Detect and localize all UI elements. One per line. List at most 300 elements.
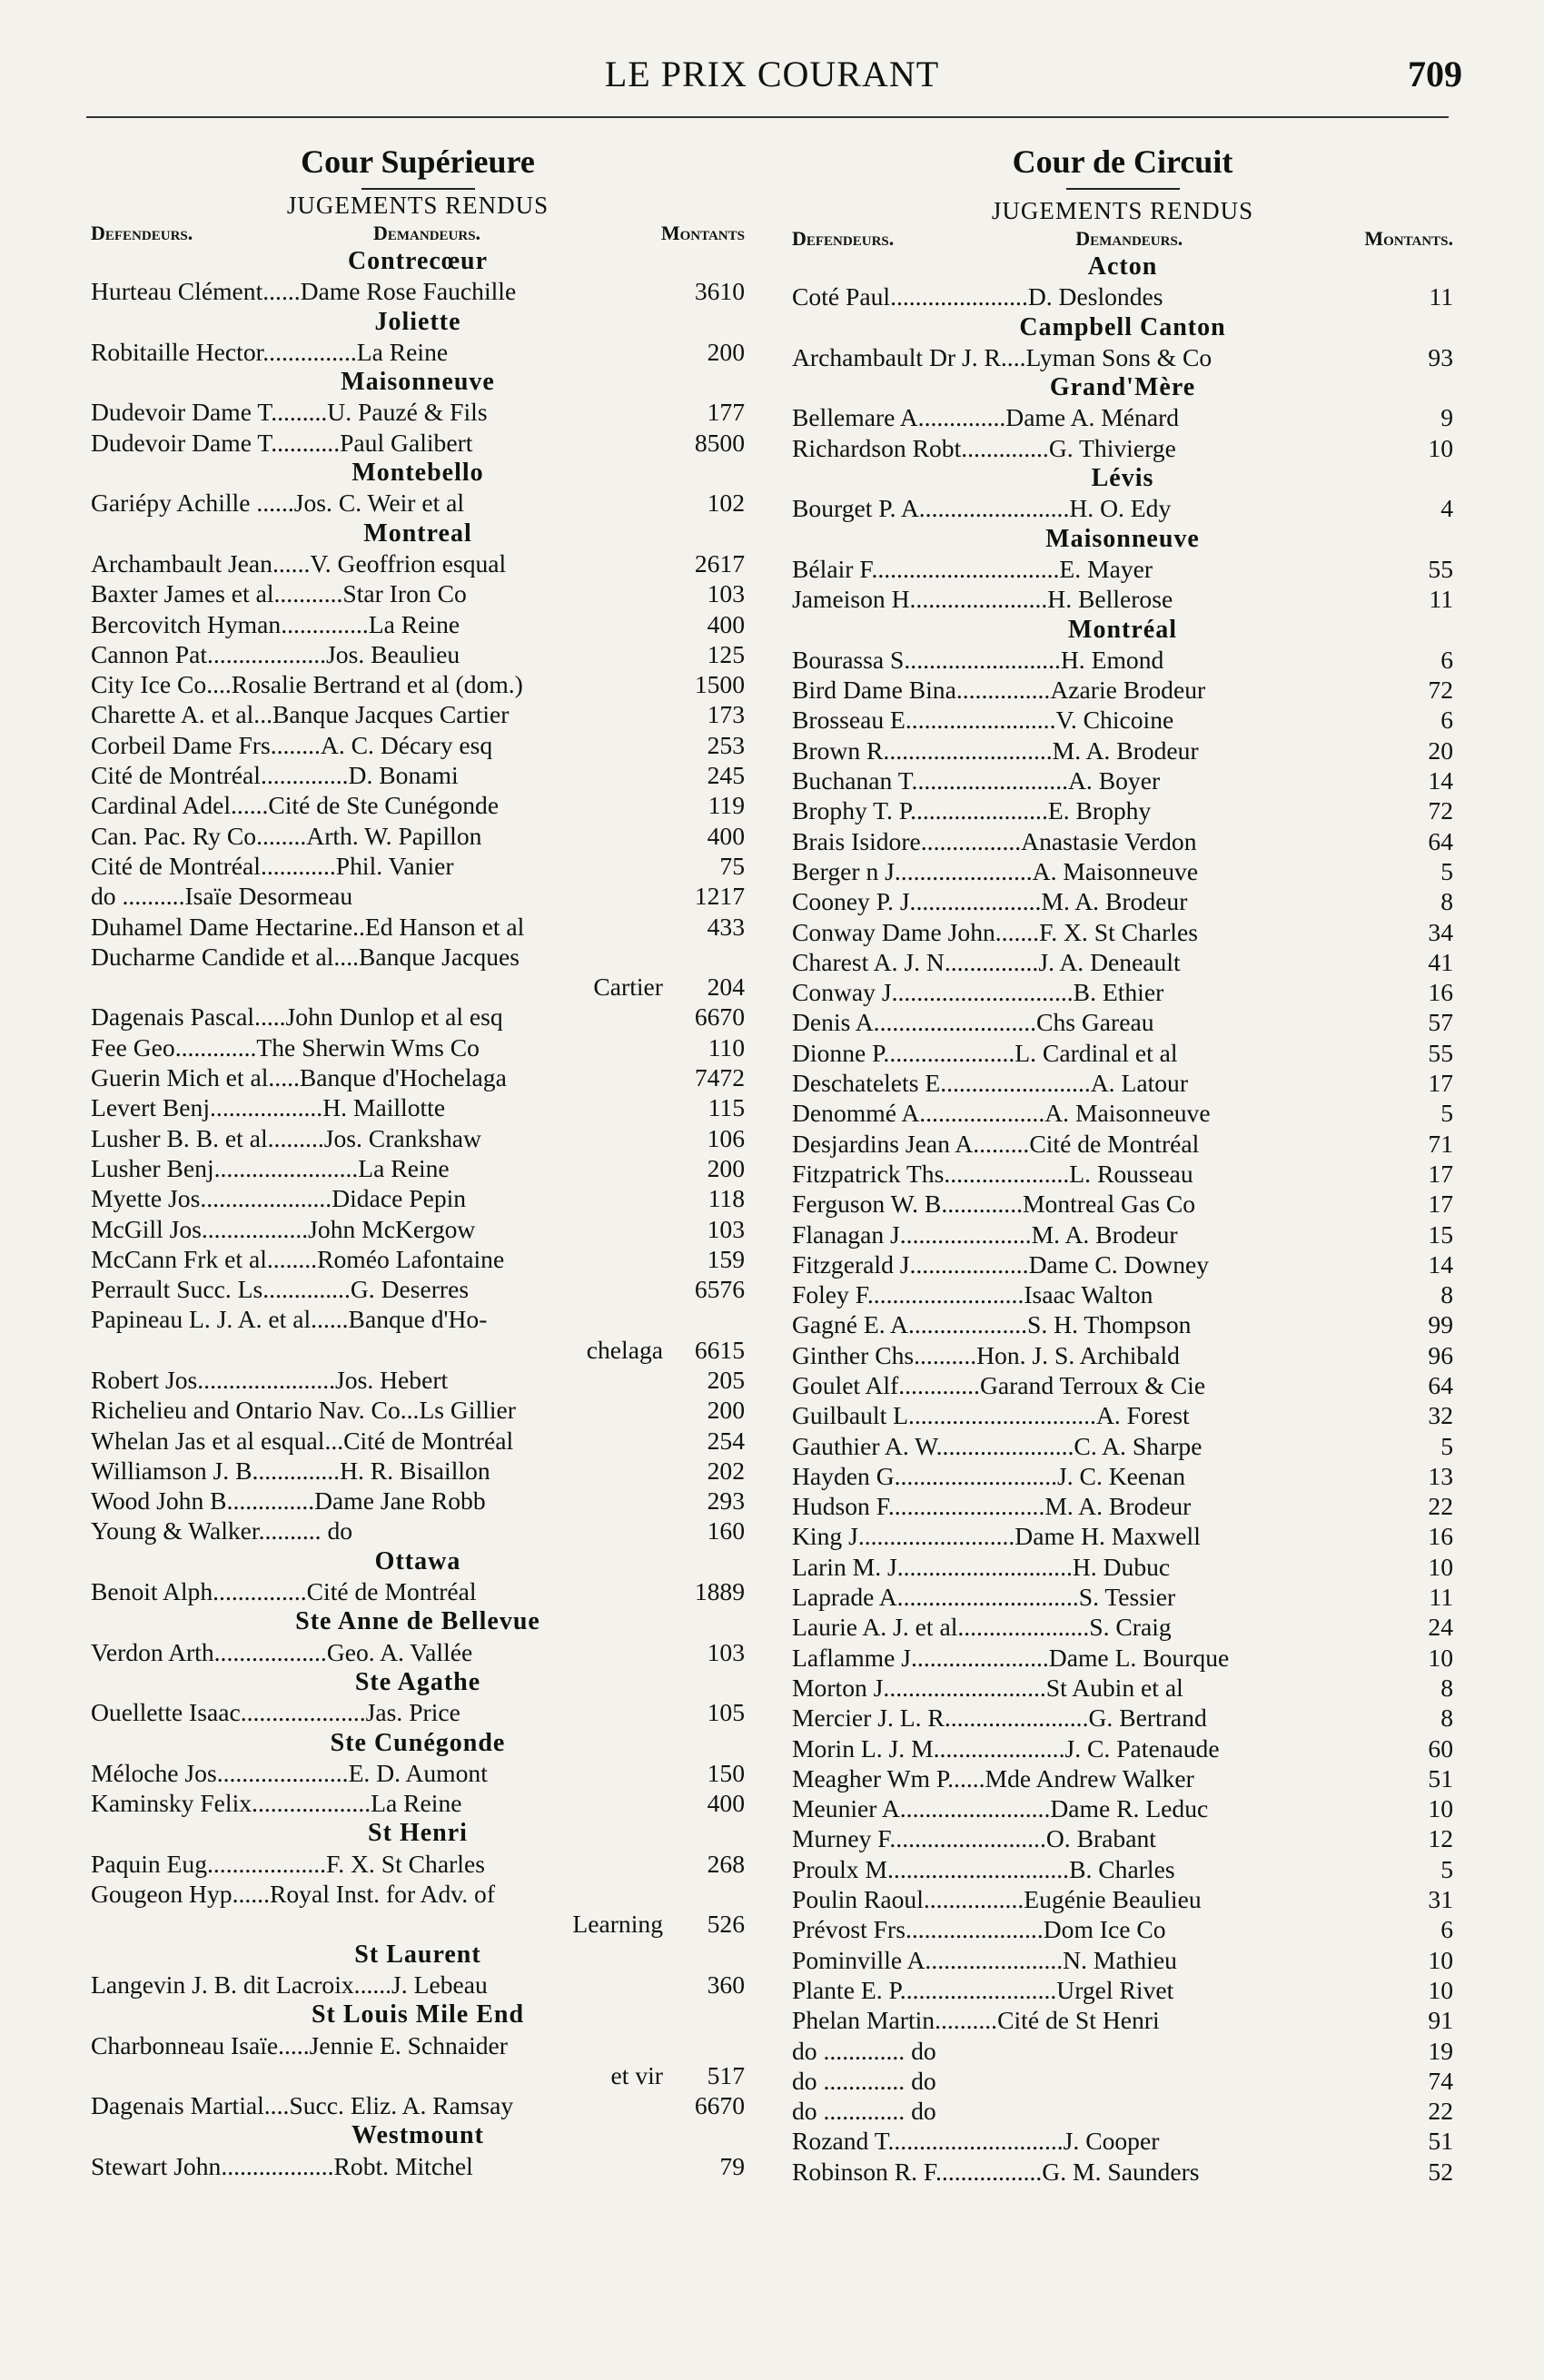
judgment-entry (91, 548, 745, 578)
entry-amount: 204 (707, 973, 745, 1002)
entry-amount: 200 (707, 1153, 745, 1182)
location-heading: Ste Agathe (354, 1667, 481, 1696)
judgment-entry (792, 1582, 1453, 1612)
header-plaintiffs: Demandeurs. (1075, 227, 1183, 250)
judgment-entry (91, 760, 745, 790)
header-defendants: Defendeurs. (792, 227, 895, 250)
judgment-entry (792, 1521, 1453, 1551)
entry-amount: 91 (1428, 2006, 1453, 2035)
entry-parties: do ............. do (792, 2066, 936, 2095)
judgment-entry (792, 2066, 1453, 2096)
entry-amount: 5 (1440, 856, 1453, 885)
entry-amount: 79 (719, 2151, 745, 2180)
entry-parties: Dudevoir Dame T.........U. Pauzé & Fils (91, 398, 488, 427)
entry-amount: 20 (1428, 736, 1453, 765)
entry-parties: Hudson F.........................M. A. Brodeur (792, 1492, 1192, 1521)
entry-parties: Pominville A......................N. Mathieu (792, 1945, 1177, 1974)
entry-parties: Guerin Mich et al.....Banque d'Hochelaga (91, 1063, 507, 1092)
entry-parties: Deschatelets E........................A. Latour (792, 1069, 1189, 1098)
entry-amount: 22 (1428, 1492, 1453, 1521)
entry-parties: Guilbault L..............................A. Forest (792, 1401, 1190, 1430)
location-heading: Joliette (374, 307, 461, 336)
judgment-entry (91, 1062, 745, 1092)
entry-amount: 517 (707, 2060, 745, 2089)
judgment-entry (91, 1395, 745, 1425)
entry-parties: Cartier (593, 973, 663, 1002)
location-heading: Montreal (363, 518, 472, 548)
entry-amount: 8 (1440, 1280, 1453, 1309)
entry-amount: 31 (1428, 1885, 1453, 1914)
judgment-entry (91, 1426, 745, 1456)
entry-amount: 74 (1428, 2066, 1453, 2095)
entry-amount: 253 (707, 730, 745, 759)
entry-amount: 103 (707, 579, 745, 608)
entry-parties: Meunier A........................Dame R. Leduc (792, 1794, 1209, 1823)
entry-parties: Conway J.............................B. Ethier (792, 978, 1164, 1007)
judgment-entry (792, 1129, 1453, 1159)
entry-parties: Buchanan T.........................A. Boyer (792, 766, 1161, 795)
entry-amount: 17 (1428, 1190, 1453, 1219)
entry-amount: 12 (1428, 1824, 1453, 1853)
judgment-entry (792, 2157, 1453, 2187)
entry-amount: 16 (1428, 978, 1453, 1007)
entry-amount: 6 (1440, 645, 1453, 674)
entry-amount: 14 (1428, 766, 1453, 795)
entry-amount: 526 (707, 1910, 745, 1939)
entry-amount: 99 (1428, 1310, 1453, 1339)
judgment-entry (792, 1400, 1453, 1430)
entry-parties: Laprade A.............................S. Tessier (792, 1583, 1176, 1612)
entry-parties: Laflamme J......................Dame L. Bourque (792, 1643, 1230, 1672)
entry-amount: 6615 (694, 1335, 745, 1364)
entry-parties: Richelieu and Ontario Nav. Co...Ls Gillier (91, 1396, 516, 1425)
entry-amount: 8 (1440, 1673, 1453, 1702)
entry-parties: Robitaille Hector...............La Reine (91, 337, 449, 366)
entry-parties: Dagenais Martial....Succ. Eliz. A. Ramsay (91, 2091, 514, 2120)
entry-parties: Levert Benj..................H. Maillotte (91, 1093, 446, 1122)
entry-amount: 200 (707, 337, 745, 366)
entry-parties: Hurteau Clément......Dame Rose Fauchille (91, 277, 517, 306)
judgment-entry (91, 397, 745, 427)
entry-amount: 10 (1428, 433, 1453, 462)
entry-parties: Paquin Eug...................F. X. St Charles (91, 1849, 485, 1878)
judgment-entry (91, 821, 745, 851)
judgment-entry (792, 493, 1453, 523)
entry-parties: Williamson J. B..............H. R. Bisaillon (91, 1456, 490, 1485)
entry-amount: 110 (708, 1032, 745, 1062)
judgment-entry (792, 1461, 1453, 1491)
header-amounts: Montants. (1364, 227, 1453, 250)
entry-amount: 1500 (694, 670, 745, 699)
judgment-entry (91, 1758, 745, 1788)
judgment-entry (91, 851, 745, 881)
entry-parties: Hayden G..........................J. C. Keenan (792, 1461, 1185, 1490)
judgment-entry (792, 1159, 1453, 1189)
location-heading: Ste Cunégonde (330, 1728, 506, 1757)
entry-amount: 60 (1428, 1733, 1453, 1763)
entry-amount: 55 (1428, 554, 1453, 583)
entry-parties: Langevin J. B. dit Lacroix......J. Lebeau (91, 1970, 488, 1999)
entry-amount: 160 (707, 1516, 745, 1546)
judgment-entry (91, 1456, 745, 1486)
location-heading: St Laurent (354, 1940, 481, 1969)
title-rule (1066, 188, 1180, 190)
entry-parties: Prévost Frs......................Dom Ice Co (792, 1915, 1166, 1944)
entry-parties: Mercier J. L. R.......................G. Bertrand (792, 1704, 1207, 1733)
entry-amount: 11 (1429, 585, 1453, 614)
entry-amount: 17 (1428, 1159, 1453, 1188)
entry-parties: Charbonneau Isaïe.....Jennie E. Schnaider (91, 2030, 508, 2059)
judgment-entry (792, 2126, 1453, 2156)
judgment-entry (792, 2036, 1453, 2066)
judgment-entry (91, 1879, 745, 1909)
entry-parties: do ..........Isaïe Desormeau (91, 882, 353, 911)
superior-court-column (91, 141, 745, 2181)
entry-parties: Wood John B..............Dame Jane Robb (91, 1486, 486, 1516)
judgment-entry (792, 886, 1453, 916)
entry-amount: 10 (1428, 1945, 1453, 1974)
judgment-entry (792, 1431, 1453, 1461)
entry-parties: Desjardins Jean A.........Cité de Montréal (792, 1129, 1200, 1158)
entry-parties: Fitzgerald J...................Dame C. Downey (792, 1249, 1210, 1279)
judgment-entry (792, 765, 1453, 795)
entry-amount: 245 (707, 761, 745, 790)
judgment-entry (792, 1249, 1453, 1279)
entry-amount: 11 (1429, 1583, 1453, 1612)
entry-parties: Gariépy Achille ......Jos. C. Weir et al (91, 489, 465, 518)
entry-amount: 105 (707, 1698, 745, 1727)
entry-amount: 10 (1428, 1794, 1453, 1823)
judgment-entry (792, 1007, 1453, 1037)
entry-parties: Dudevoir Dame T...........Paul Galibert (91, 428, 473, 457)
location-heading: St Louis Mile End (311, 2000, 525, 2029)
judgment-entry (792, 2096, 1453, 2126)
judgment-entry (792, 1340, 1453, 1370)
entry-parties: Kaminsky Felix...................La Reine (91, 1789, 462, 1818)
judgment-entry (792, 1612, 1453, 1642)
header-amounts: Montants (660, 222, 745, 244)
judgment-entry (91, 790, 745, 820)
judgment-entry (792, 1068, 1453, 1098)
judgment-entry (792, 795, 1453, 825)
entry-parties: Richardson Robt..............G. Thivierge (792, 433, 1176, 462)
entry-amount: 10 (1428, 1975, 1453, 2004)
entry-parties: Foley F.........................Isaac Walton (792, 1280, 1153, 1309)
entry-amount: 205 (707, 1365, 745, 1394)
entry-parties: Denommé A....................A. Maisonneuve (792, 1099, 1211, 1128)
entry-parties: Rozand T............................J. Cooper (792, 2127, 1160, 2156)
judgment-entry (792, 1975, 1453, 2005)
entry-amount: 102 (707, 489, 745, 518)
entry-amount: 57 (1428, 1008, 1453, 1037)
entry-amount: 19 (1428, 2036, 1453, 2065)
judgment-entry (91, 276, 745, 306)
judgment-entry (91, 1002, 745, 1032)
judgment-entry (91, 639, 745, 669)
judgment-entry (91, 881, 745, 911)
entry-amount: 14 (1428, 1249, 1453, 1279)
judgment-entry (91, 1032, 745, 1062)
entry-amount: 6 (1440, 1915, 1453, 1944)
entry-parties: Charette A. et al...Banque Jacques Cartier (91, 700, 510, 729)
entry-amount: 32 (1428, 1401, 1453, 1430)
entry-amount: 1889 (694, 1577, 745, 1606)
judgment-entry (792, 1673, 1453, 1703)
header-plaintiffs: Demandeurs. (373, 222, 481, 244)
entry-parties: Larin M. J............................H. Dubuc (792, 1552, 1171, 1581)
judgment-entry (792, 584, 1453, 614)
entry-parties: Gauthier A. W......................C. A. Sharpe (792, 1431, 1203, 1460)
entry-amount: 8 (1440, 1704, 1453, 1733)
entry-amount: 75 (719, 851, 745, 880)
entry-parties: Cité de Montréal..............D. Bonami (91, 761, 459, 790)
entry-parties: Jameison H......................H. Bellerose (792, 585, 1173, 614)
entry-parties: Bourassa S.........................H. Emond (792, 645, 1164, 674)
entry-parties: Charest A. J. N...............J. A. Deneault (792, 947, 1181, 976)
judgment-entry (792, 705, 1453, 735)
judgment-entry (792, 1279, 1453, 1309)
judgment-entry (792, 2005, 1453, 2035)
entry-amount: 10 (1428, 1552, 1453, 1581)
entry-parties: Bird Dame Bina...............Azarie Brodeur (792, 676, 1206, 705)
entry-parties: Ducharme Candide et al....Banque Jacques (91, 942, 520, 971)
entry-amount: 400 (707, 821, 745, 850)
entry-parties: Bercovitch Hyman..............La Reine (91, 609, 460, 638)
location-heading: Ste Anne de Bellevue (295, 1607, 540, 1636)
entry-amount: 55 (1428, 1038, 1453, 1067)
entry-amount: 202 (707, 1456, 745, 1485)
judgment-entry (792, 1189, 1453, 1219)
entry-parties: Laurie A. J. et al.....................S. Craig (792, 1613, 1172, 1642)
judgment-entry (91, 1970, 745, 2000)
judgment-entry (91, 1123, 745, 1153)
judgment-entry (792, 1884, 1453, 1914)
judgments-subtitle: JUGEMENTS RENDUS (286, 192, 549, 219)
entry-parties: Morton J..........................St Aubin et al (792, 1673, 1183, 1702)
entry-parties: Baxter James et al...........Star Iron Co (91, 579, 467, 608)
entry-parties: Flanagan J.....................M. A. Brodeur (792, 1220, 1178, 1249)
entry-parties: Berger n J......................A. Maisonneuve (792, 856, 1199, 885)
entry-parties: Phelan Martin..........Cité de St Henri (792, 2006, 1160, 2035)
entry-amount: 93 (1428, 342, 1453, 371)
entry-parties: Fee Geo.............The Sherwin Wms Co (91, 1032, 480, 1062)
judgment-entry (91, 912, 745, 942)
entry-parties: King J.........................Dame H. Maxwell (792, 1522, 1201, 1551)
entry-amount: 72 (1428, 796, 1453, 825)
judgment-entry (792, 554, 1453, 584)
entry-amount: 64 (1428, 1370, 1453, 1399)
circuit-court-column (792, 141, 1453, 2187)
entry-amount: 3610 (694, 277, 745, 306)
entry-amount: 118 (708, 1184, 745, 1213)
location-heading: Ottawa (374, 1546, 461, 1575)
entry-parties: Myette Jos.....................Didace Pepin (91, 1184, 467, 1213)
entry-amount: 254 (707, 1426, 745, 1455)
entry-parties: City Ice Co....Rosalie Bertrand et al (dom.) (91, 670, 523, 699)
entry-parties: Conway Dame John.......F. X. St Charles (792, 917, 1198, 946)
entry-amount: 71 (1428, 1129, 1453, 1158)
judgment-entry (91, 699, 745, 729)
entry-amount: 64 (1428, 826, 1453, 855)
entry-amount: 51 (1428, 2127, 1453, 2156)
entry-amount: 125 (707, 639, 745, 668)
location-heading: Contrecœur (347, 247, 489, 275)
entry-amount: 268 (707, 1849, 745, 1878)
location-heading: Maisonneuve (1045, 524, 1200, 553)
entry-parties: do ............. do (792, 2036, 936, 2065)
judgment-entry (91, 942, 745, 972)
judgments-subtitle: JUGEMENTS RENDUS (991, 197, 1254, 224)
judgment-entry (91, 2060, 745, 2090)
judgment-entry (91, 2090, 745, 2120)
entry-parties: chelaga (586, 1335, 663, 1364)
entry-amount: 17 (1428, 1069, 1453, 1098)
judgment-entry (792, 1038, 1453, 1068)
judgment-entry (91, 1788, 745, 1818)
entry-parties: Dagenais Pascal.....John Dunlop et al esq (91, 1002, 503, 1032)
judgment-entry (792, 675, 1453, 705)
judgment-entry (792, 402, 1453, 432)
entry-parties: Cité de Montréal............Phil. Vanier (91, 851, 454, 880)
entry-parties: Archambault Jean......V. Geoffrion esqual (91, 548, 507, 578)
entry-parties: Whelan Jas et al esqual...Cité de Montréal (91, 1426, 514, 1455)
judgment-entry (792, 947, 1453, 977)
entry-amount: 16 (1428, 1522, 1453, 1551)
judgment-entry (91, 669, 745, 699)
entry-parties: Dionne P.....................L. Cardinal et al (792, 1038, 1178, 1067)
entry-parties: Brophy T. P......................E. Brophy (792, 796, 1152, 825)
entry-parties: Papineau L. J. A. et al......Banque d'Ho- (91, 1305, 488, 1334)
entry-amount: 10 (1428, 1643, 1453, 1672)
entry-amount: 72 (1428, 676, 1453, 705)
judgment-entry (91, 488, 745, 518)
judgment-entry (792, 1793, 1453, 1823)
judgment-entry (792, 1823, 1453, 1853)
location-heading: Lévis (1091, 464, 1154, 493)
entry-parties: Plante E. P.........................Urgel Rivet (792, 1975, 1174, 2004)
judgment-entry (792, 917, 1453, 947)
entry-amount: 6 (1440, 706, 1453, 735)
entry-parties: Benoit Alph...............Cité de Montréal (91, 1577, 477, 1606)
judgment-entry (91, 609, 745, 639)
entry-amount: 400 (707, 1789, 745, 1818)
entry-parties: do ............. do (792, 2097, 936, 2126)
entry-amount: 15 (1428, 1220, 1453, 1249)
entry-parties: Robinson R. F.................G. M. Saunders (792, 2157, 1200, 2186)
judgment-entry (91, 2030, 745, 2060)
judgment-entry (792, 1763, 1453, 1793)
entry-parties: Ferguson W. B.............Montreal Gas Co (792, 1190, 1196, 1219)
judgment-entry (91, 1486, 745, 1516)
entry-parties: Cardinal Adel......Cité de Ste Cunégonde (91, 791, 500, 820)
entry-parties: Gagné E. A...................S. H. Thompson (792, 1310, 1192, 1339)
entry-amount: 433 (707, 912, 745, 941)
page-number: 709 (1408, 54, 1462, 94)
entry-amount: 22 (1428, 2097, 1453, 2126)
entry-amount: 173 (707, 700, 745, 729)
entry-amount: 119 (708, 791, 745, 820)
entry-parties: Lusher B. B. et al.........Jos. Crankshaw (91, 1123, 481, 1152)
judgment-entry (91, 1697, 745, 1727)
judgment-list (91, 246, 745, 2181)
judgment-entry (792, 433, 1453, 463)
judgment-entry (91, 972, 745, 1002)
entry-amount: 96 (1428, 1340, 1453, 1369)
location-heading: Maisonneuve (341, 368, 495, 397)
location-heading: Grand'Mère (1049, 373, 1196, 402)
judgment-entry (792, 1491, 1453, 1521)
entry-parties: Can. Pac. Ry Co........Arth. W. Papillon (91, 821, 482, 850)
location-heading: Montebello (351, 459, 484, 488)
entry-amount: 6670 (694, 1002, 745, 1032)
judgment-entry (91, 1365, 745, 1395)
judgment-entry (91, 1335, 745, 1365)
entry-amount: 1217 (694, 882, 745, 911)
entry-parties: Lusher Benj.......................La Reine (91, 1153, 450, 1182)
entry-amount: 5 (1440, 1099, 1453, 1128)
entry-parties: Morin L. J. M.....................J. C. Patenaude (792, 1733, 1220, 1763)
judgment-entry (91, 578, 745, 608)
entry-parties: Robert Jos......................Jos. Hebert (91, 1365, 449, 1394)
entry-parties: Duhamel Dame Hectarine..Ed Hanson et al (91, 912, 525, 941)
judgment-entry (792, 1309, 1453, 1339)
judgment-entry (792, 1370, 1453, 1400)
header-rule (86, 116, 1449, 118)
entry-parties: Cannon Pat...................Jos. Beaulieu (91, 639, 460, 668)
entry-parties: et vir (610, 2060, 663, 2089)
entry-parties: McGill Jos.................John McKergow (91, 1214, 476, 1243)
judgment-entry (792, 1643, 1453, 1673)
entry-amount: 13 (1428, 1461, 1453, 1490)
entry-amount: 103 (707, 1637, 745, 1666)
judgment-entry (91, 1637, 745, 1667)
judgment-entry (91, 1274, 745, 1304)
location-heading: Campbell Canton (1019, 312, 1226, 341)
court-title: Cour de Circuit (1012, 143, 1233, 180)
entry-parties: Meagher Wm P......Mde Andrew Walker (792, 1763, 1194, 1792)
judgment-entry (91, 337, 745, 367)
entry-amount: 115 (708, 1093, 745, 1122)
entry-parties: Brown R...........................M. A. Brodeur (792, 736, 1199, 765)
judgment-entry (91, 1153, 745, 1183)
entry-parties: Stewart John..................Robt. Mitchel (91, 2151, 473, 2180)
entry-amount: 6576 (694, 1275, 745, 1304)
entry-parties: Goulet Alf.............Garand Terroux & Cie (792, 1370, 1206, 1399)
judgment-entry (792, 281, 1453, 311)
entry-amount: 9 (1440, 403, 1453, 432)
judgment-entry (792, 645, 1453, 675)
entry-amount: 11 (1429, 282, 1453, 311)
entry-parties: Coté Paul......................D. Deslondes (792, 282, 1163, 311)
judgment-entry (91, 1576, 745, 1606)
entry-parties: Bourget P. A........................H. O. Edy (792, 494, 1172, 523)
judgment-entry (792, 1552, 1453, 1582)
entry-parties: Cooney P. J.....................M. A. Brodeur (792, 887, 1188, 916)
judgment-entry (792, 1854, 1453, 1884)
entry-parties: Young & Walker.......... do (91, 1516, 353, 1546)
entry-parties: Brais Isidore................Anastasie Verdon (792, 826, 1197, 855)
entry-parties: Ginther Chs..........Hon. J. S. Archibald (792, 1340, 1180, 1369)
entry-amount: 103 (707, 1214, 745, 1243)
publication-title: LE PRIX COURANT (604, 54, 940, 94)
entry-parties: Méloche Jos.....................E. D. Aumont (91, 1758, 488, 1787)
header-defendants: Defendeurs. (91, 222, 193, 244)
page-header (82, 53, 1462, 107)
judgment-entry (792, 977, 1453, 1007)
entry-amount: 177 (707, 398, 745, 427)
judgment-entry (792, 736, 1453, 765)
entry-parties: McCann Frk et al........Roméo Lafontaine (91, 1244, 505, 1273)
